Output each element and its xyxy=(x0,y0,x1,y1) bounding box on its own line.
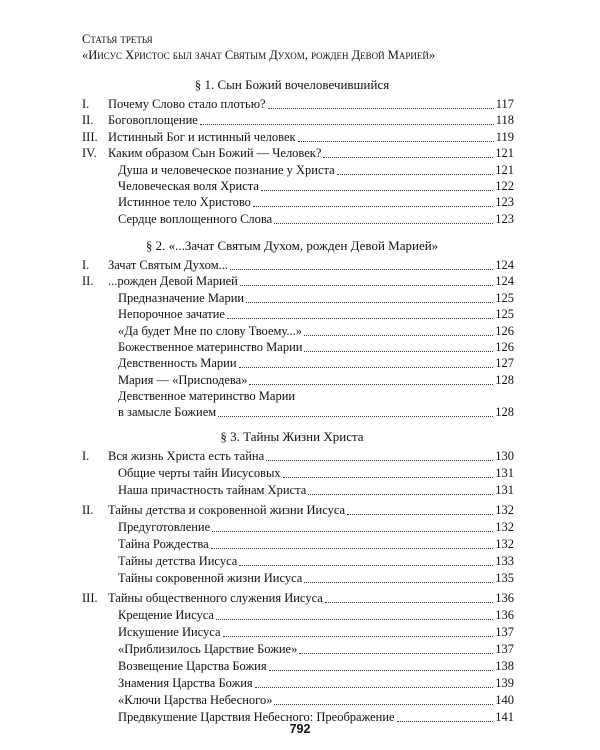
entry-page: 125 xyxy=(495,290,514,305)
section-title: § 1. Сын Божий вочеловечившийся xyxy=(194,77,390,92)
entry-label: Непорочное зачатие xyxy=(118,307,225,322)
entry-page: 139 xyxy=(495,676,514,690)
leader-dots xyxy=(337,174,493,175)
entry-page: 124 xyxy=(495,274,514,289)
toc-entry[interactable] xyxy=(82,482,514,498)
entry-label: Истинное тело Христово xyxy=(118,195,251,210)
toc-entry[interactable] xyxy=(82,129,514,145)
entry-page: 137 xyxy=(495,642,514,656)
article-label: Статья третья xyxy=(82,32,153,46)
entry-page: 121 xyxy=(495,146,514,161)
entry-page: 132 xyxy=(495,503,514,517)
entry-label: Истинный Бог и истинный человек xyxy=(108,129,296,144)
entry-label: «Да будет Мне по слову Твоему...» xyxy=(118,323,303,338)
toc-entry[interactable] xyxy=(82,388,514,420)
toc-entry[interactable] xyxy=(82,624,514,640)
leader-dots xyxy=(323,157,493,158)
entry-label: «Приблизилось Царствие Божие» xyxy=(118,642,298,656)
toc-entry[interactable] xyxy=(82,211,514,227)
entry-label: Тайны детства Иисуса xyxy=(118,554,238,568)
entry-label: Тайны общественного служения Иисуса xyxy=(108,591,323,605)
toc-entry[interactable] xyxy=(82,339,514,355)
entry-page: 138 xyxy=(495,659,514,673)
entry-page: 131 xyxy=(495,466,514,480)
leader-dots xyxy=(218,416,493,417)
entry-label: Предвкушение Царствия Небесного: Преображение xyxy=(118,710,395,724)
toc-entry[interactable] xyxy=(82,570,514,586)
entry-page: 123 xyxy=(495,195,514,210)
leader-dots xyxy=(299,653,493,654)
entry-page: 125 xyxy=(495,307,514,322)
entry-page: 135 xyxy=(495,571,514,585)
entry-label: ...рожден Девой Марией xyxy=(108,274,238,289)
entry-label: Тайна Рождества xyxy=(118,537,209,551)
leader-dots xyxy=(253,206,493,207)
toc-entry[interactable] xyxy=(82,194,514,210)
leader-dots xyxy=(200,124,494,125)
leader-dots xyxy=(240,285,493,286)
leader-dots xyxy=(223,636,493,637)
entry-page: 127 xyxy=(495,356,514,371)
toc-entry[interactable] xyxy=(82,162,514,178)
toc-entry[interactable] xyxy=(82,465,514,481)
toc-entry[interactable] xyxy=(82,658,514,674)
leader-dots xyxy=(227,318,493,319)
toc-entry[interactable] xyxy=(82,519,514,535)
section-title: § 2. «...Зачат Святым Духом, рожден Девой Марией» xyxy=(145,238,439,253)
toc-entry[interactable] xyxy=(82,145,514,161)
entry-page: 131 xyxy=(495,483,514,497)
entry-number: II. xyxy=(82,274,94,289)
leader-dots xyxy=(274,704,493,705)
leader-dots xyxy=(325,602,493,603)
entry-page: 117 xyxy=(495,97,514,111)
leader-dots xyxy=(283,477,493,478)
toc-entry[interactable] xyxy=(82,257,514,273)
leader-dots xyxy=(211,548,493,549)
leader-dots xyxy=(212,531,493,532)
entry-label: Каким образом Сын Божий — Человек? xyxy=(108,146,322,161)
entry-label: Человеческая воля Христа xyxy=(118,179,259,193)
entry-number: I. xyxy=(82,449,90,463)
entry-number: II. xyxy=(82,113,94,128)
entry-page: 128 xyxy=(495,405,514,420)
leader-dots xyxy=(304,335,493,336)
toc-entry[interactable] xyxy=(82,273,514,289)
toc-entry[interactable] xyxy=(82,112,514,128)
entry-label: Зачат Святым Духом... xyxy=(108,258,228,272)
leader-dots xyxy=(274,223,493,224)
toc-entry[interactable] xyxy=(82,536,514,552)
entry-number: IV. xyxy=(82,146,97,161)
leader-dots xyxy=(304,582,493,583)
leader-dots xyxy=(308,494,493,495)
entry-page: 132 xyxy=(495,520,514,534)
entry-page: 141 xyxy=(495,710,514,724)
toc-entry[interactable] xyxy=(82,607,514,623)
page-number: 792 xyxy=(289,722,311,736)
entry-page: 122 xyxy=(495,179,514,193)
entry-label: Боговоплощение xyxy=(108,113,198,128)
toc-entry[interactable] xyxy=(82,178,514,194)
entry-label: Мария — «Присnодева» xyxy=(118,372,248,387)
entry-label: Предуготовление xyxy=(118,520,211,534)
entry-label: Искушение Иисуса xyxy=(118,625,221,639)
leader-dots xyxy=(216,619,493,620)
toc-entry[interactable] xyxy=(82,675,514,691)
entry-page: 121 xyxy=(495,162,514,177)
toc-entry[interactable] xyxy=(82,306,514,322)
entry-label: Предназначение Марии xyxy=(118,290,245,305)
entry-label: Божественное материнство Марии xyxy=(118,340,303,354)
entry-page: 137 xyxy=(495,625,514,639)
toc-entry[interactable] xyxy=(82,641,514,657)
entry-label-continued: в замысле Божием xyxy=(118,405,217,420)
leader-dots xyxy=(261,190,493,191)
entry-number: I. xyxy=(82,97,90,111)
entry-label: Душа и человеческое познание у Христа xyxy=(118,162,335,177)
toc-entry[interactable] xyxy=(82,323,514,339)
section-title: § 3. Тайны Жизни Христа xyxy=(220,429,364,444)
leader-dots xyxy=(230,269,493,270)
entry-label: Тайны детства и сокровенной жизни Иисуса xyxy=(108,503,346,517)
leader-dots xyxy=(239,367,493,368)
chapter-header xyxy=(82,31,435,63)
toc-entry[interactable] xyxy=(82,96,514,112)
entry-label: Тайны сокровенной жизни Иисуса xyxy=(118,571,303,585)
leader-dots xyxy=(249,384,493,385)
entry-page: 126 xyxy=(495,323,514,338)
toc-entry[interactable] xyxy=(82,502,514,518)
entry-label: Почему Слово стало плотью? xyxy=(108,97,266,111)
toc-entry[interactable] xyxy=(82,553,514,569)
entry-page: 136 xyxy=(495,608,514,622)
entry-label: «Ключи Царства Небесного» xyxy=(118,693,273,707)
entry-page: 133 xyxy=(495,554,514,568)
entry-page: 132 xyxy=(495,537,514,551)
toc-entry[interactable] xyxy=(82,590,514,606)
entry-page: 130 xyxy=(495,449,514,463)
entry-page: 126 xyxy=(495,340,514,354)
entry-number: I. xyxy=(82,258,90,272)
entry-page: 136 xyxy=(495,591,514,605)
leader-dots xyxy=(239,565,493,566)
article-title: «Иисус Христос был зачат Святым Духом, рожден Девой Марией» xyxy=(82,48,436,62)
entry-label: Девственность Марии xyxy=(118,356,237,371)
entry-label: Наша причастность тайнам Христа xyxy=(118,483,307,497)
entry-label: Крещение Иисуса xyxy=(118,608,214,622)
toc-entry[interactable] xyxy=(82,372,514,388)
entry-label: Общие черты тайн Иисусовых xyxy=(118,466,281,480)
leader-dots xyxy=(347,514,493,515)
entry-number: III. xyxy=(82,129,98,144)
entry-label: Возвещение Царства Божия xyxy=(118,659,267,673)
entry-page: 118 xyxy=(495,113,514,128)
leader-dots xyxy=(246,302,493,303)
leader-dots xyxy=(268,108,494,109)
toc-entry[interactable] xyxy=(82,290,514,306)
entry-label: Сердце воплощенного Слова xyxy=(118,211,273,226)
toc-entry[interactable] xyxy=(82,692,514,708)
entry-page: 128 xyxy=(495,372,514,387)
entry-label: Девственное материнство Марии xyxy=(118,389,296,404)
leader-dots xyxy=(266,460,493,461)
entry-number: III. xyxy=(82,591,98,605)
entry-label: Знамения Царства Божия xyxy=(118,676,253,690)
leader-dots xyxy=(255,687,493,688)
entry-page: 123 xyxy=(495,211,514,226)
entry-page: 119 xyxy=(495,129,514,144)
entry-label: Вся жизнь Христа есть тайна xyxy=(108,449,265,463)
leader-dots xyxy=(269,670,493,671)
toc-entry[interactable] xyxy=(82,355,514,371)
leader-dots xyxy=(298,141,494,142)
entry-number: II. xyxy=(82,503,94,517)
entry-page: 124 xyxy=(495,258,514,272)
toc-entry[interactable] xyxy=(82,448,514,464)
leader-dots xyxy=(304,351,493,352)
entry-page: 140 xyxy=(495,693,514,707)
